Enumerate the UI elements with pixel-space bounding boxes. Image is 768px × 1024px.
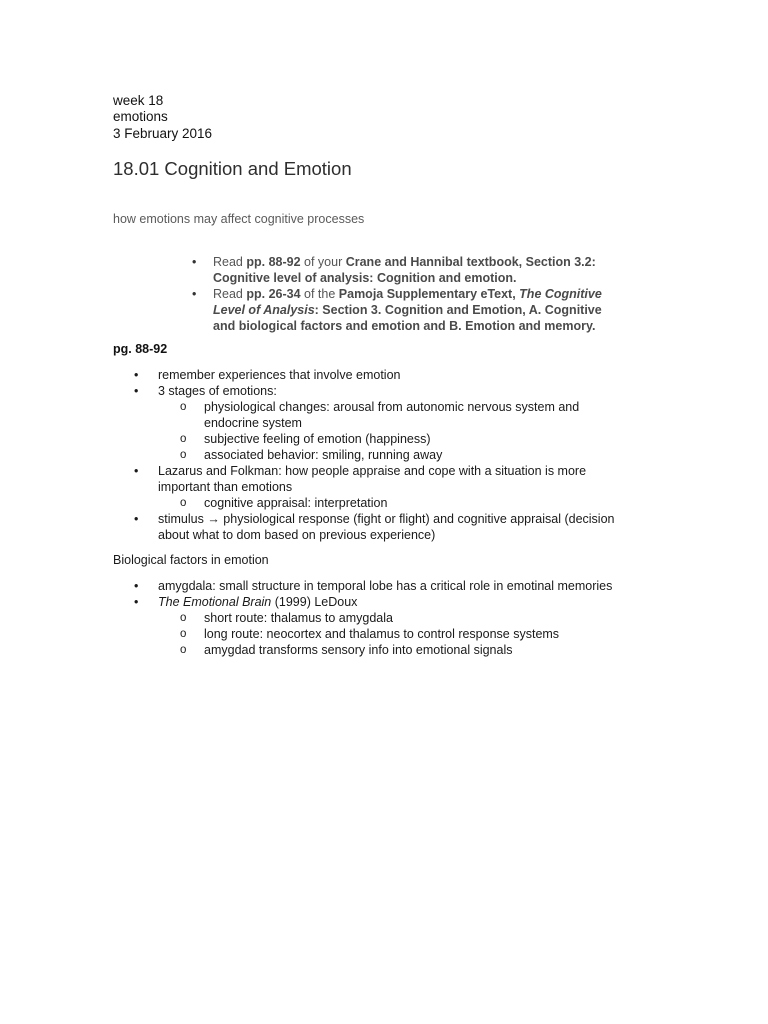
reading-item [192,254,612,286]
circle-bullet-icon: o [180,401,187,413]
page-title: 18.01 Cognition and Emotion [113,158,352,179]
list-item-text: (1999) LeDoux [271,595,358,609]
sub-list-item-text: short route: thalamus to amygdala [204,611,393,625]
sub-list-item-text: long route: neocortex and thalamus to control response systems [204,627,560,641]
sub-list-item [180,642,634,658]
sub-list-item-text: subjective feeling of emotion (happiness) [204,432,431,446]
reading-text: of your [300,255,346,269]
list-item-text: stimulus → physiological response (fight or flight) and cognitive appraisal (decision about what to dom based on previous experience) [158,512,615,542]
reading-text: pp. 88-92 [246,255,301,269]
list-item [134,367,634,383]
circle-bullet-icon: o [180,612,187,624]
list-item-text: remember experiences that involve emotion [158,368,401,382]
bullet-icon: • [134,384,139,398]
bullet-icon: • [134,579,139,593]
sub-list [158,610,634,658]
list-item [134,383,634,463]
sub-list-item [180,610,634,626]
topic-label: emotions [113,109,168,124]
bullet-icon: • [134,595,139,609]
reading-text: Pamoja Supplementary eText, [338,287,520,301]
reading-text: pp. 26-34 [246,287,301,301]
list-item-text: The Emotional Brain [158,595,272,609]
sub-list-item-text: cognitive appraisal: interpretation [204,496,388,510]
bullet-icon: • [192,255,197,269]
sub-list-item [180,399,634,431]
bullet-icon: • [134,368,139,382]
reading-text: Read [213,287,247,301]
list-item [134,578,634,594]
circle-bullet-icon: o [180,644,187,656]
reading-text: : Section 3. Cognition and Emotion, A. Cognitive and biological factors and emotion and B. Emotion and memory. [213,303,602,333]
sub-list [158,399,634,463]
circle-bullet-icon: o [180,433,187,445]
sub-list-item-text: associated behavior: smiling, running away [204,448,443,462]
circle-bullet-icon: o [180,628,187,640]
list-item [134,511,634,543]
list-item-text: 3 stages of emotions: [158,384,277,398]
reading-text: Read [213,255,247,269]
notes-list-biological [134,578,634,658]
bullet-icon: • [192,287,197,301]
page-subtitle: how emotions may affect cognitive processes [113,212,365,226]
reading-text: of the [300,287,339,301]
list-item [134,463,634,511]
sub-list-item [180,431,634,447]
sub-list-item [180,495,634,511]
list-item-text: Lazarus and Folkman: how people appraise and cope with a situation is more important than emotions [158,464,587,494]
date-label: 3 February 2016 [113,126,213,141]
week-label: week 18 [113,93,164,108]
sub-list-item [180,626,634,642]
sub-list-item-text: physiological changes: arousal from autonomic nervous system and endocrine system [204,400,580,430]
sub-list-item [180,447,634,463]
notes-list-pages [134,367,634,543]
sub-list [158,495,634,511]
section-heading-pages: pg. 88-92 [113,342,168,356]
reading-text: The Cognitive Level of Analysis [213,287,602,317]
list-item-text: amygdala: small structure in temporal lobe has a critical role in emotinal memories [158,579,613,593]
list-item [134,594,634,658]
sub-list-item-text: amygdad transforms sensory info into emotional signals [204,643,513,657]
section-heading-biological: Biological factors in emotion [113,553,269,567]
circle-bullet-icon: o [180,497,187,509]
bullet-icon: • [134,512,139,526]
reading-assignment-list [192,254,612,334]
circle-bullet-icon: o [180,449,187,461]
bullet-icon: • [134,464,139,478]
reading-text: Crane and Hannibal textbook, Section 3.2: Cognitive level of analysis: Cognition and emotion. [213,255,596,285]
reading-item [192,286,612,334]
